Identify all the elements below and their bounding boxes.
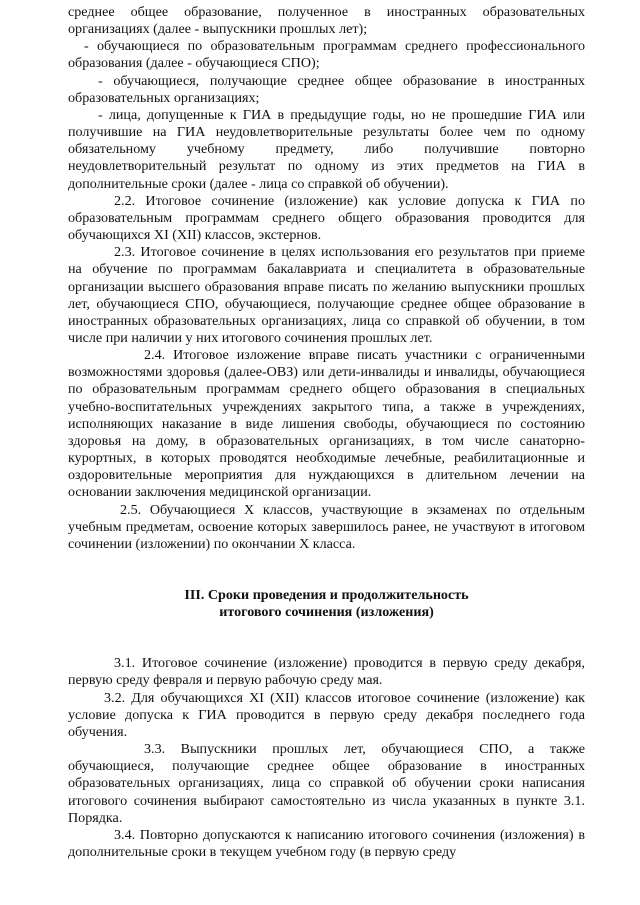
paragraph-2-5: 2.5. Обучающиеся X классов, участвующие в экзаменах по отдельным учебным предметам, освоение которых завершилось ранее, не участвуют в итоговом сочинении (изложении) по окончании X класса.: [68, 501, 585, 552]
section-heading-line-1: III. Сроки проведения и продолжительность: [184, 587, 469, 603]
paragraph-2-4: 2.4. Итоговое изложение вправе писать участники с ограниченными возможностями здоровья (далее-ОВЗ) или дети-инвалиды и инвалиды, обучающиеся по образовательным программам среднего общего образования в специальных учебно-воспитательных учреждениях закрытого типа, а также в учреждениях, исполняющих наказание в виде лишения свободы, обучающиеся по состоянию здоровья на дому, в образовательных организациях, в том числе санаторно-курортных, в которых проводятся необходимые лечебные, реабилитационные и оздоровительные мероприятия для нуждающихся в длительном лечении на основании заключения медицинской организации.: [68, 347, 585, 501]
paragraph-2-3: 2.3. Итоговое сочинение в целях использования его результатов при приеме на обучение по программам бакалавриата и специалитета в образовательные организации высшего образования вправе писать по желанию выпускники прошлых лет, обучающиеся СПО, обучающиеся, получающие среднее общее образование в иностранных образовательных организациях, лица со справкой об обучении, в том числе при наличии у них итогового сочинения прошлых лет.: [68, 244, 585, 346]
spacer: [68, 553, 585, 587]
paragraph-3-1: 3.1. Итоговое сочинение (изложение) проводится в первую среду декабря, первую среду февраля и первую рабочую среду мая.: [68, 655, 585, 689]
paragraph-spo-students: - обучающиеся по образовательным программам среднего профессионального образования (далее - обучающиеся СПО);: [68, 38, 585, 72]
paragraph-graduates-past-years: среднее общее образование, полученное в иностранных образовательных организациях (далее - выпускники прошлых лет);: [68, 4, 585, 38]
paragraph-3-3: 3.3. Выпускники прошлых лет, обучающиеся СПО, а также обучающиеся, получающие среднее общее образование в иностранных образовательных организациях, лица со справкой об обучении сроки написания итогового сочинения выбирают самостоятельно из числа указанных в пункте 3.1. Порядка.: [68, 741, 585, 826]
document-page: [68, 4, 585, 861]
paragraph-3-2: 3.2. Для обучающихся XI (XII) классов итоговое сочинение (изложение) как условие допуска к ГИА проводится в первую среду декабря последнего года обучения.: [68, 689, 585, 740]
paragraph-3-4: 3.4. Повторно допускаются к написанию итогового сочинения (изложения) в дополнительные сроки в текущем учебном году (в первую среду: [68, 826, 585, 861]
paragraph-certificate-holders: - лица, допущенные к ГИА в предыдущие годы, но не прошедшие ГИА или получившие на ГИА неудовлетворительные результаты более чем по одному обязательному учебному предмету, либо получившие повторно неудовлетворительный результат по одному из этих предметов на ГИА в дополнительные сроки (далее - лица со справкой об обучении).: [68, 106, 585, 192]
spacer: [68, 621, 585, 655]
paragraph-2-2: 2.2. Итоговое сочинение (изложение) как условие допуска к ГИА по образовательным программам среднего общего образования проводится для обучающихся XI (XII) классов, экстернов.: [68, 192, 585, 244]
paragraph-foreign-org-students: - обучающиеся, получающие среднее общее образование в иностранных образовательных организациях;: [68, 72, 585, 106]
section-heading-line-2: итогового сочинения (изложения): [219, 604, 434, 621]
